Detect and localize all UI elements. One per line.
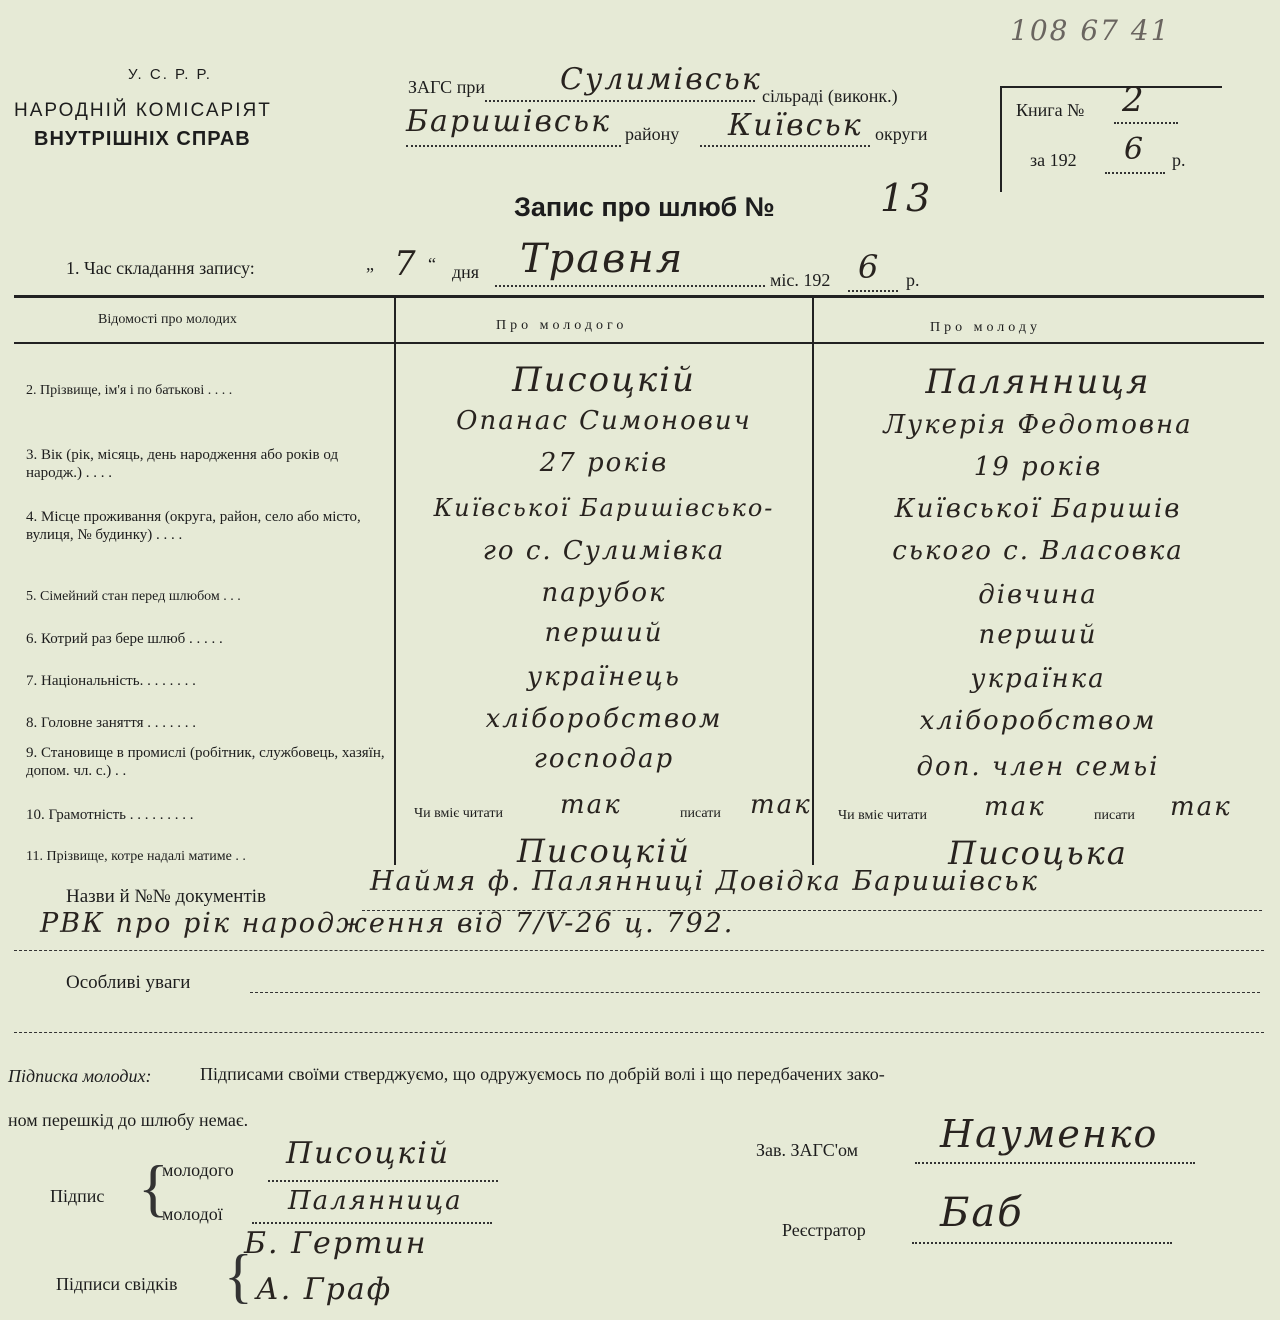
bride-read-label: Чи вміє читати: [838, 808, 928, 823]
table-divider-1: [394, 297, 396, 865]
registrar-signature: Баб: [940, 1190, 1024, 1236]
row-label-literacy: 10. Грамотність . . . . . . . . .: [26, 807, 194, 823]
bride-position: доп. член семьі: [916, 752, 1160, 782]
row-label-nationality: 7. Національність. . . . . . . .: [26, 673, 196, 689]
header-republic: У. С. Р. Р.: [128, 66, 212, 83]
book-number: 2: [1122, 80, 1146, 120]
bride-signature-label: молодої: [162, 1204, 223, 1224]
groom-name: Опанас Симонович: [456, 406, 752, 436]
row-label-future-surname: 11. Прізвище, котре надалі матиме . .: [26, 849, 246, 864]
day-quote-close: “: [428, 254, 436, 274]
head-label: Зав. ЗАГС'ом: [756, 1140, 858, 1160]
row-label-marital: 5. Сімейний стан перед шлюбом . . .: [26, 589, 241, 604]
groom-read-value: так: [560, 790, 622, 820]
bride-age: 19 років: [973, 452, 1103, 482]
witness-2-signature: А. Граф: [256, 1272, 393, 1307]
statement-lead: Підписка молодих:: [8, 1066, 152, 1086]
statement-text-1: Підписами своїми стверджуємо, що одружуємось по добрій волі і що передбачених зако-: [200, 1064, 885, 1084]
row-label-times: 6. Котрий раз бере шлюб . . . . .: [26, 631, 223, 647]
groom-write-label: писати: [680, 806, 721, 821]
column-header-info: Відомості про молодих: [98, 312, 237, 327]
book-year-label: за 192: [1030, 150, 1077, 170]
groom-occupation: хліборобством: [485, 704, 723, 734]
bride-signature: Палянница: [288, 1186, 463, 1216]
bride-surname: Палянниця: [925, 362, 1151, 402]
district-label: району: [625, 124, 680, 144]
book-year-digit: 6: [1124, 132, 1146, 167]
signature-brace: {: [138, 1152, 169, 1223]
bride-residence-1: Київської Баришів: [894, 494, 1182, 524]
month-word: міс. 192: [770, 270, 831, 290]
record-year-digit: 6: [858, 248, 881, 286]
documents-line-1: Наймя ф. Палянниці Довідка Баришівськ: [370, 866, 1039, 897]
table-top-rule: [14, 295, 1264, 298]
record-day: 7: [394, 244, 418, 284]
book-year-suffix: р.: [1172, 150, 1186, 170]
groom-age: 27 років: [539, 448, 669, 478]
table-header-rule: [14, 342, 1264, 344]
statement-text-2: ном перешкід до шлюбу немає.: [8, 1110, 249, 1130]
zags-prefix: ЗАГС при: [408, 77, 485, 97]
district-handwritten: Баришівськ: [406, 104, 611, 139]
documents-line-2: РВК про рік народження від 7/V-26 ц. 792.: [40, 908, 735, 939]
header-commissariat: НАРОДНІЙ КОМІСАРІЯТ: [14, 100, 272, 121]
column-header-bride: Про молоду: [930, 320, 1041, 335]
row-label-occupation: 8. Головне заняття . . . . . . .: [26, 715, 196, 731]
bride-occupation: хліборобством: [919, 706, 1157, 736]
archive-pencil-marks: 108 67 41: [1010, 14, 1171, 47]
row-label-name: 2. Прізвище, ім'я і по батькові . . . .: [26, 383, 233, 398]
registrar-label: Реєстратор: [782, 1220, 866, 1240]
witnesses-brace: {: [224, 1243, 253, 1309]
record-number: 13: [880, 176, 933, 220]
bride-name: Лукерія Федотовна: [883, 410, 1193, 440]
head-signature: Науменко: [940, 1112, 1159, 1156]
bride-nationality: українка: [970, 664, 1106, 694]
header-ministry: ВНУТРІШНІХ СПРАВ: [34, 128, 251, 150]
documents-label: Назви й №№ документів: [66, 886, 267, 907]
record-year-suffix: р.: [906, 270, 920, 290]
column-header-groom: Про молодого: [496, 318, 628, 333]
groom-signature-label: молодого: [162, 1160, 234, 1180]
table-divider-2: [812, 297, 814, 865]
bride-times: перший: [978, 620, 1098, 650]
notes-label: Особливі увaги: [66, 972, 191, 993]
witnesses-label: Підписи свідків: [56, 1274, 178, 1294]
groom-surname: Писоцкій: [512, 360, 696, 400]
bride-write-label: писати: [1094, 808, 1135, 823]
groom-times: перший: [544, 618, 664, 648]
bride-read-value: так: [984, 792, 1046, 822]
groom-read-label: Чи вміє читати: [414, 806, 504, 821]
groom-future-surname: Писоцкій: [517, 832, 691, 870]
groom-nationality: українець: [527, 662, 681, 692]
record-month: Травня: [520, 236, 685, 282]
groom-write-value: так: [750, 790, 812, 820]
row-label-age: 3. Вік (рік, місяць, день народження або років од народж.) . . . .: [26, 447, 339, 481]
groom-position: господар: [533, 744, 675, 774]
groom-signature: Писоцкій: [286, 1136, 451, 1171]
book-label: Книга №: [1016, 100, 1085, 120]
witness-1-signature: Б. Гертин: [244, 1226, 428, 1261]
groom-residence-1: Київської Баришівсько-: [433, 494, 775, 522]
row-label-position: 9. Становище в промислі (робітник, службовець, хазяїн, допом. чл. с.) . .: [26, 745, 385, 779]
groom-marital: парубок: [541, 578, 667, 608]
groom-residence-2: го с. Сулимівка: [482, 536, 726, 566]
zags-village-handwritten: Сулимівськ: [560, 62, 762, 97]
okrug-label: округи: [875, 124, 928, 144]
record-title: Запис про шлюб №: [514, 192, 775, 222]
bride-residence-2: ського с. Власовка: [892, 536, 1184, 566]
okrug-handwritten: Київськ: [728, 108, 863, 143]
zags-council-label: сільраді (виконк.): [762, 86, 898, 106]
day-word: дня: [452, 262, 480, 282]
time-label: 1. Час складання запису:: [66, 258, 255, 278]
day-quote-open: „: [366, 254, 374, 274]
signature-label: Підпис: [50, 1186, 105, 1206]
bride-write-value: так: [1170, 792, 1232, 822]
bride-marital: дівчина: [978, 580, 1098, 610]
row-label-residence: 4. Місце проживання (округа, район, село або місто, вулиця, № будинку) . . . .: [26, 509, 361, 543]
bride-future-surname: Писоцька: [948, 834, 1128, 872]
